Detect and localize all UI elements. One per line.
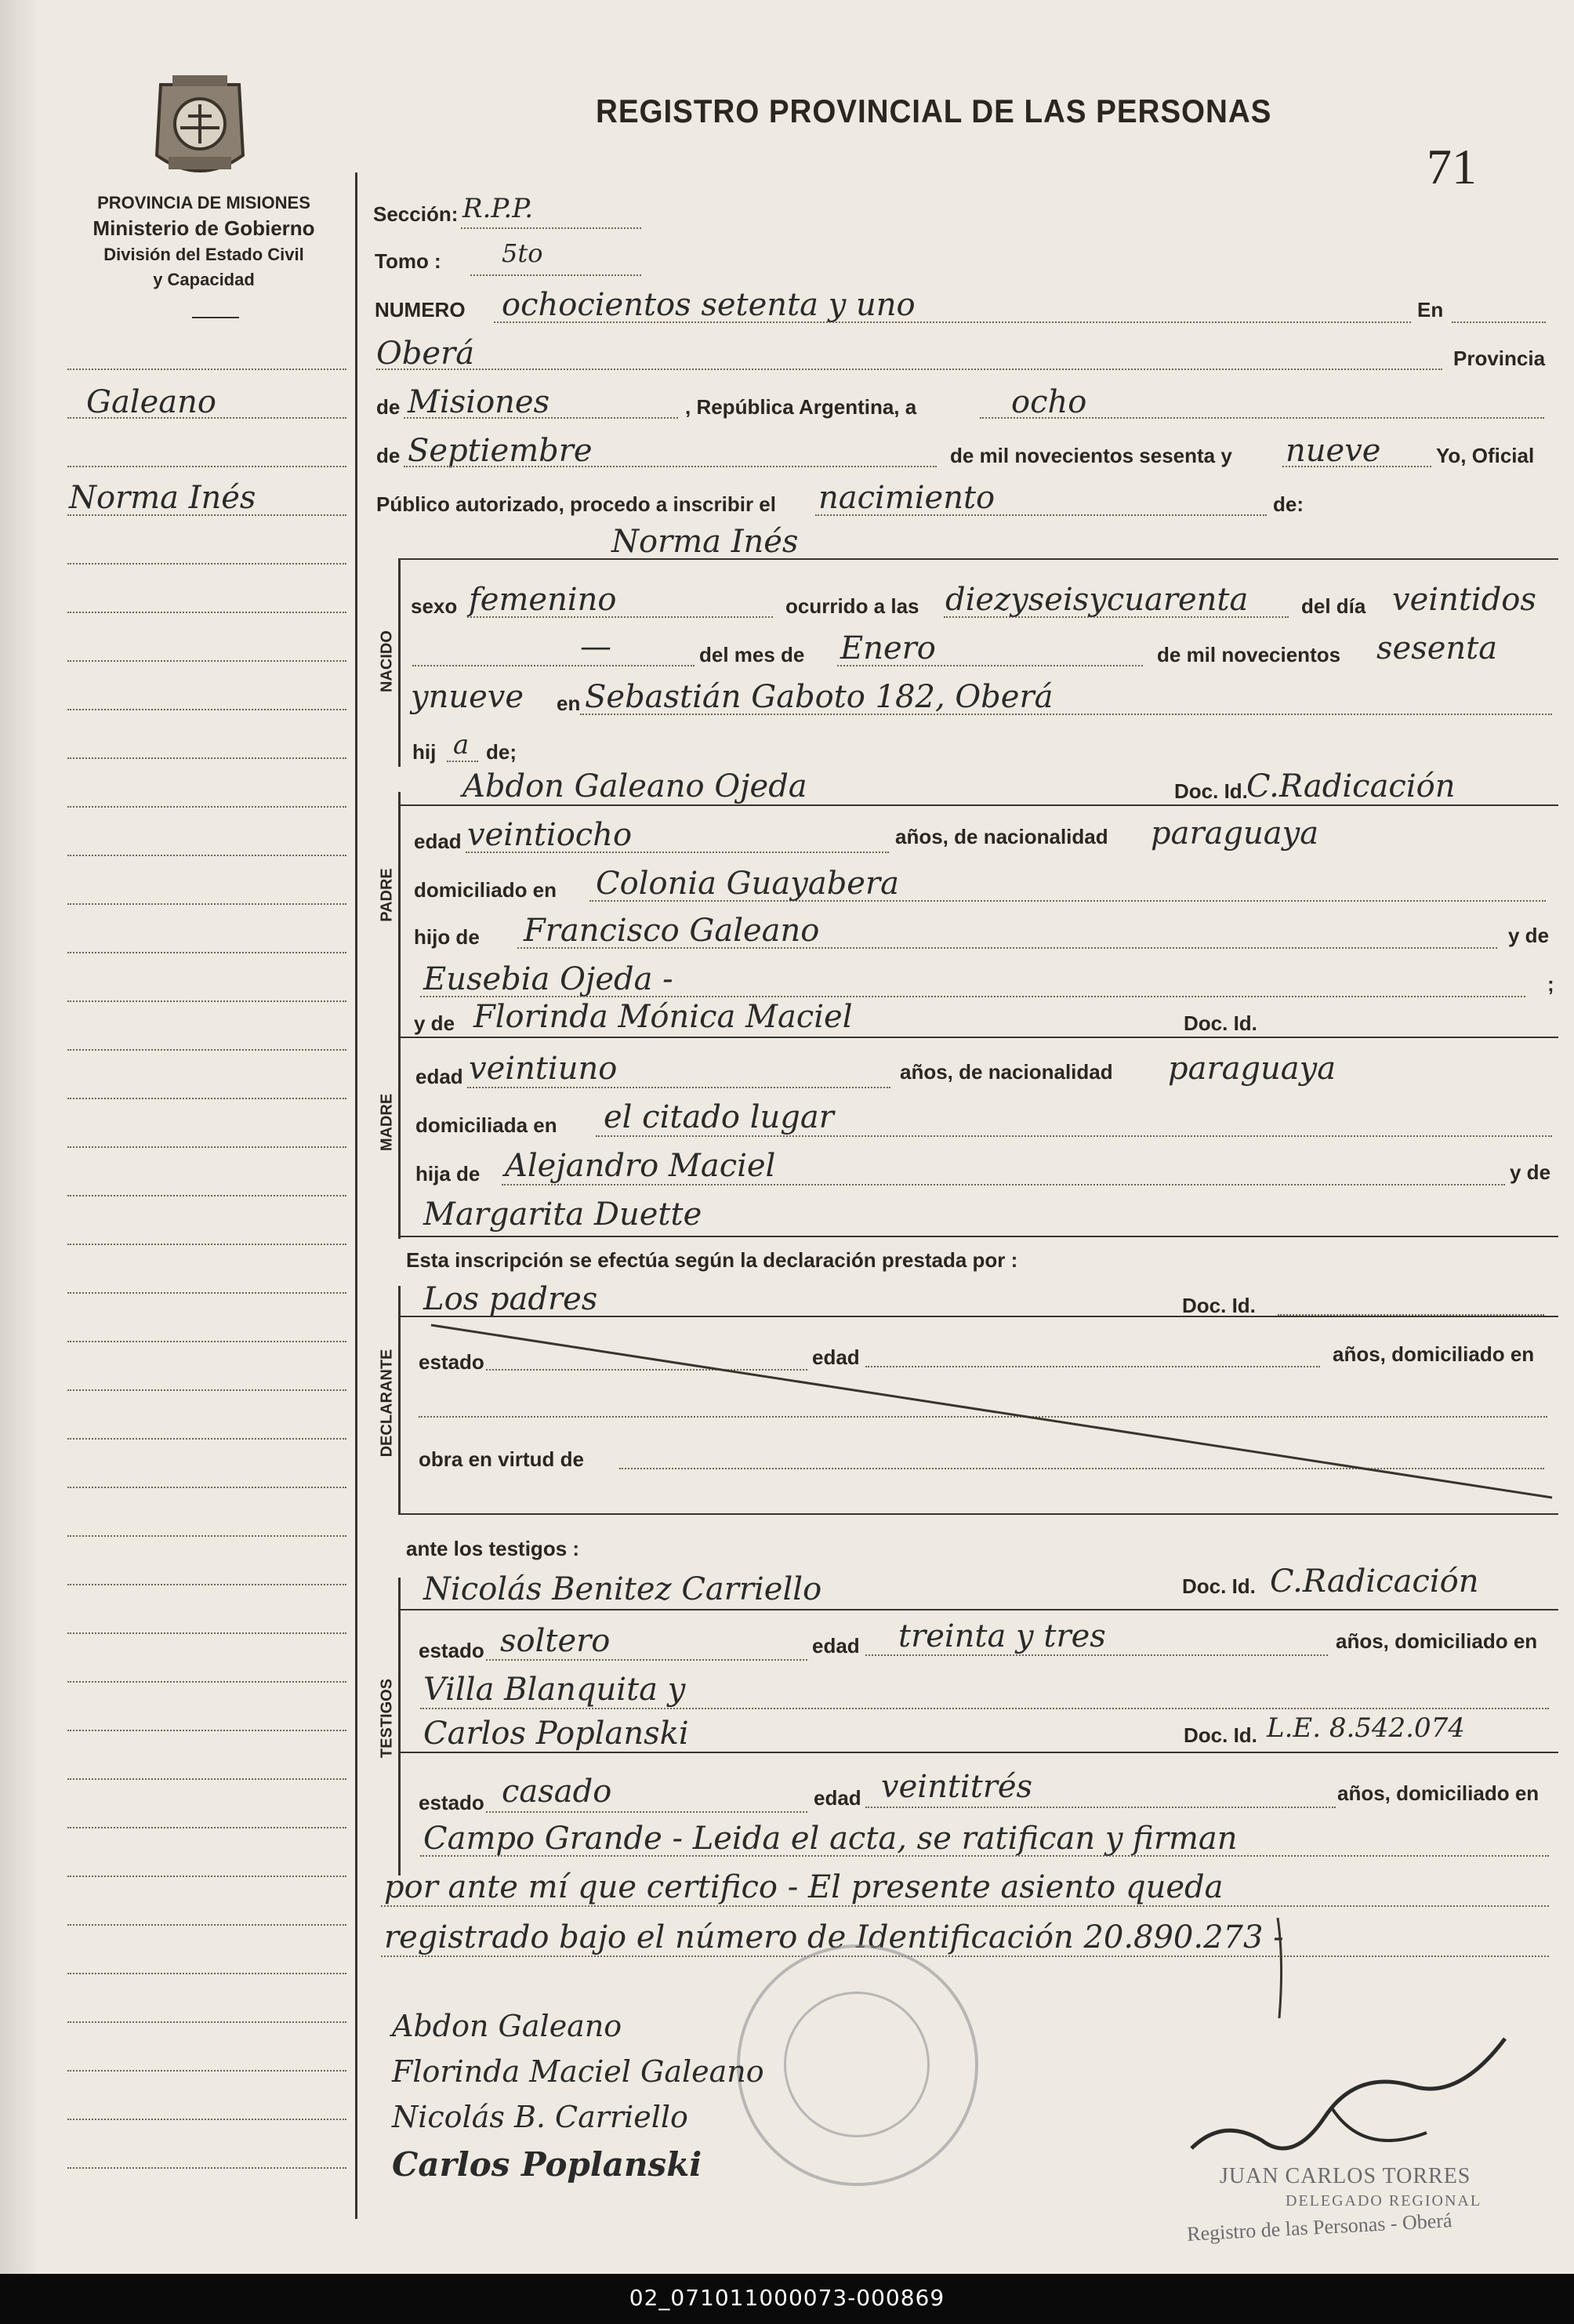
folio-number: 71 [1427,139,1477,194]
dia-value: veintidos [1392,582,1536,618]
margin-rule [67,903,346,905]
margin-rule [67,1195,346,1196]
madre-edad-value: veintiuno [469,1051,618,1087]
rule [837,665,1143,666]
margin-rule [67,369,346,370]
publico-label: Público autorizado, procedo a inscribir el [376,492,776,516]
madre-doc-label: Doc. Id. [1184,1011,1257,1035]
testigo-1-doc-label: Doc. Id. [1182,1574,1256,1598]
rule [404,417,678,419]
domicilio-nacido: Sebastián Gaboto 182, Oberá [585,679,1054,715]
padre-side-label: PADRE [378,868,396,922]
margin-rule [67,1341,346,1342]
padre-yde-label: y de [1508,924,1550,947]
de-label: de [376,395,401,419]
republica-label: , República Argentina, a [685,395,917,419]
de-colon-label: de: [1273,492,1304,516]
de-label-2: de [376,444,401,467]
declarante-estado-label: estado [419,1350,484,1374]
rule [420,1708,1549,1709]
official-seal-name: JUAN CARLOS TORRES [1220,2164,1471,2188]
nacido-bracket [398,558,401,767]
padre-dom-value: Colonia Guayabera [596,866,899,902]
margin-rule [67,1632,346,1634]
closing-line-1: por ante mí que certifico - El presente asiento queda [384,1869,1224,1905]
rule [944,616,1289,618]
ante-testigos-label: ante los testigos : [406,1537,580,1560]
rule [580,714,1552,715]
padre-doc-label: Doc. Id. [1174,779,1248,803]
section-rule [398,1037,1558,1038]
margin-rule [67,1730,346,1731]
numero-value: ochocientos setenta y uno [502,287,916,323]
de-mil-label: de mil novecientos sesenta y [950,444,1232,467]
rule [447,761,478,762]
rule [1282,466,1431,467]
obra-label: obra en virtud de [419,1447,584,1471]
padre-hijo-label: hijo de [414,925,480,949]
closing-line-2: registrado bajo el número de Identificación 20.890.273 - [384,1919,1284,1955]
margin-header-line-2: Ministerio de Gobierno [92,216,315,240]
testigo-2-estado-value: casado [502,1774,612,1810]
testigo-2-edad-label: edad [814,1786,861,1810]
madre-dom-label: domiciliada en [415,1113,557,1137]
sexo-value: femenino [469,582,617,618]
margin-rule [67,1681,346,1683]
margin-rule [67,709,346,710]
testigo-2-anos-label: años, domiciliado en [1337,1781,1540,1805]
rule [596,1135,1552,1137]
rule [486,1659,807,1661]
margin-rule [67,2070,346,2072]
dia-acta-value: ocho [1011,384,1087,420]
margin-surname: Galeano [86,384,216,420]
padre-nombre: Abdon Galeano Ojeda [462,768,807,804]
rule [412,665,695,666]
yo-oficial-label: Yo, Oficial [1436,444,1535,467]
official-seal-office: Registro de las Personas - Oberá [1186,2209,1453,2246]
rule [420,1855,1549,1857]
madre-bracket [398,1011,401,1239]
nacido-side-label: NACIDO [378,630,396,692]
padre-nac-value: paraguaya [1151,815,1319,852]
margin-rule [67,1438,346,1440]
madre-edad-label: edad [415,1065,463,1088]
margin-rule [67,2119,346,2120]
rule [470,274,641,276]
margin-rule [67,1146,346,1148]
del-dia-label: del día [1301,594,1366,618]
margin-rule [67,1778,346,1780]
margin-header-line-3: División del Estado Civil [103,245,304,264]
padre-doc-value: C.Radicación [1246,768,1456,804]
padre-edad-label: edad [414,830,462,853]
section-rule [398,1609,1558,1610]
footer-code: 02_071011000073-000869 [629,2285,945,2311]
anio-b-value: ynueve [411,679,524,715]
seccion-value: R.P.P. [462,193,533,224]
rule [815,514,1267,516]
rule [865,1807,1336,1808]
de-mil-nov-label: de mil novecientos [1157,643,1341,666]
rule [1278,1314,1544,1316]
numero-label: NUMERO [375,298,466,321]
section-rule [398,1752,1558,1753]
margin-rule [67,1292,346,1294]
signature-2: Florinda Maciel Galeano [392,2054,764,2089]
margin-rule [67,1098,346,1099]
signature-3: Nicolás B. Carriello [392,2100,688,2134]
testigo-1-edad-label: edad [812,1634,860,1658]
document-title: REGISTRO PROVINCIAL DE LAS PERSONAS [596,93,1272,129]
declarante-doc-label: Doc. Id. [1182,1294,1256,1317]
book-spine [0,0,36,2274]
en-label: En [1417,298,1444,321]
nacido-nombre: Norma Inés [611,524,799,560]
closing-hand-stroke [1262,1913,1293,2023]
margin-rule [67,1487,346,1488]
padre-madre-value: Eusebia Ojeda - [423,961,673,997]
declarante-strike-line [408,1317,1560,1513]
margin-rule [67,1973,346,1974]
padre-semicolon: ; [1547,972,1554,996]
testigo-2-nombre: Carlos Poplanski [423,1716,689,1752]
hij-de-label: de; [486,740,517,764]
madre-nombre: Florinda Mónica Maciel [473,999,853,1035]
margin-rule [67,757,346,759]
testigo-1-nombre: Nicolás Benitez Carriello [423,1571,822,1607]
margin-rule [67,2021,346,2023]
padre-edad-value: veintiocho [467,817,633,853]
rule [420,996,1525,997]
registry-stamp-inner [784,1992,930,2137]
margin-given-names: Norma Inés [69,480,256,516]
margin-header-line-4: y Capacidad [153,270,255,289]
testigos-bracket [398,1578,401,1876]
acto-value: nacimiento [818,480,996,516]
testigo-2-edad-value: veintitrés [881,1769,1033,1805]
signature-1: Abdon Galeano [392,2009,622,2043]
testigo-1-domicilio: Villa Blanquita y [423,1672,686,1708]
padre-bracket [398,792,401,1011]
testigo-1-anos-label: años, domiciliado en [1336,1629,1538,1653]
margin-rule [67,1389,346,1391]
inscripcion-label: Esta inscripción se efectúa según la declaración prestada por : [406,1248,1018,1272]
margin-rule [67,1535,346,1537]
margin-header-line-1: PROVINCIA DE MISIONES [97,193,310,212]
margin-rule [67,806,346,808]
padre-dom-label: domiciliado en [414,878,557,902]
ocurrido-label: ocurrido a las [785,594,919,618]
madre-nac-value: paraguaya [1168,1051,1336,1087]
declarante-bracket [398,1286,401,1513]
testigos-side-label: TESTIGOS [378,1678,396,1759]
madre-yde-label: y de [414,1011,455,1035]
rule [376,369,1442,370]
hij-suffix: a [453,729,470,761]
margin-divider [355,172,357,2219]
madre-nac-label: años, de nacionalidad [900,1060,1113,1084]
footer-bar [0,2274,1574,2324]
rule [486,1811,807,1813]
hij-label: hij [412,740,437,764]
seccion-label: Sección: [373,202,459,226]
margin-rule [67,952,346,953]
margin-rule [67,1049,346,1051]
margin-rule [67,660,346,662]
rule [502,1184,1505,1186]
declarante-side-label: DECLARANTE [378,1349,396,1458]
margin-rule [67,563,346,565]
testigo-2-estado-label: estado [419,1791,484,1814]
tomo-value: 5to [502,238,543,268]
testigo-1-estado-label: estado [419,1639,484,1662]
rule [381,1955,1549,1957]
provincia-value: Misiones [408,384,550,420]
rule [466,852,889,853]
hora-value: diezyseisycuarenta [945,582,1249,618]
declarante-edad-label: edad [812,1345,860,1369]
header-rule [192,317,239,318]
madre-madre-value: Margarita Duette [423,1196,702,1233]
margin-rule [67,1827,346,1828]
official-signature [1176,2023,1521,2180]
rule [381,1905,1549,1907]
margin-rule [67,855,346,856]
padre-nac-label: años, de nacionalidad [895,825,1108,848]
madre-dom-value: el citado lugar [604,1099,834,1135]
declarante-nombre: Los padres [423,1281,598,1317]
madre-padre-value: Alejandro Maciel [505,1148,776,1184]
rule [980,417,1544,419]
margin-rule [67,1876,346,1877]
sexo-label: sexo [411,594,458,618]
en-lower-label: en [557,692,581,715]
margin-rule [67,1924,346,1926]
testigo-2-domicilio: Campo Grande - Leida el acta, se ratifican y firman [423,1821,1238,1857]
margin-rule [67,466,346,467]
mes-value: Enero [840,630,936,666]
testigo-1-estado-value: soltero [500,1623,611,1659]
rule [1452,321,1546,323]
anio-acta-value: nueve [1286,433,1381,469]
declarante-anos-label: años, domiciliado en [1333,1342,1535,1366]
margin-rule [67,1000,346,1002]
testigo-1-doc-value: C.Radicación [1270,1563,1479,1600]
rule [865,1654,1328,1656]
tomo-label: Tomo : [375,249,441,273]
testigo-2-doc-value: L.E. 8.542.074 [1267,1712,1465,1744]
padre-padre-value: Francisco Galeano [524,913,820,949]
mes-acta-value: Septiembre [408,433,593,469]
madre-side-label: MADRE [378,1093,396,1152]
section-rule [398,1513,1558,1515]
nacido-guion: — [580,629,611,665]
section-rule [398,1236,1558,1237]
official-seal-title: DELEGADO REGIONAL [1286,2192,1482,2210]
margin-rule [67,417,346,419]
anio-a-value: sesenta [1376,630,1498,666]
testigo-1-edad-value: treinta y tres [898,1618,1106,1654]
del-mes-label: del mes de [699,643,805,666]
signature-4: Carlos Poplanski [392,2145,702,2184]
rule [517,947,1497,949]
rule [494,321,1411,323]
provincia-label: Provincia [1453,347,1546,370]
rule [467,616,773,618]
rule [404,466,937,467]
lugar-value: Oberá [376,336,475,372]
margin-rule [67,514,346,516]
rule [461,227,641,229]
madre-yde-label-2: y de [1510,1160,1551,1184]
provincial-emblem-icon [145,69,255,187]
margin-rule [67,2167,346,2169]
margin-rule [67,1244,346,1245]
section-rule [398,558,1558,560]
margin-rule [67,1584,346,1585]
margin-rule [67,612,346,613]
rule [467,1087,890,1088]
section-rule [398,804,1558,806]
testigo-2-doc-label: Doc. Id. [1184,1723,1257,1747]
rule [589,900,1546,902]
madre-hija-label: hija de [415,1162,481,1186]
